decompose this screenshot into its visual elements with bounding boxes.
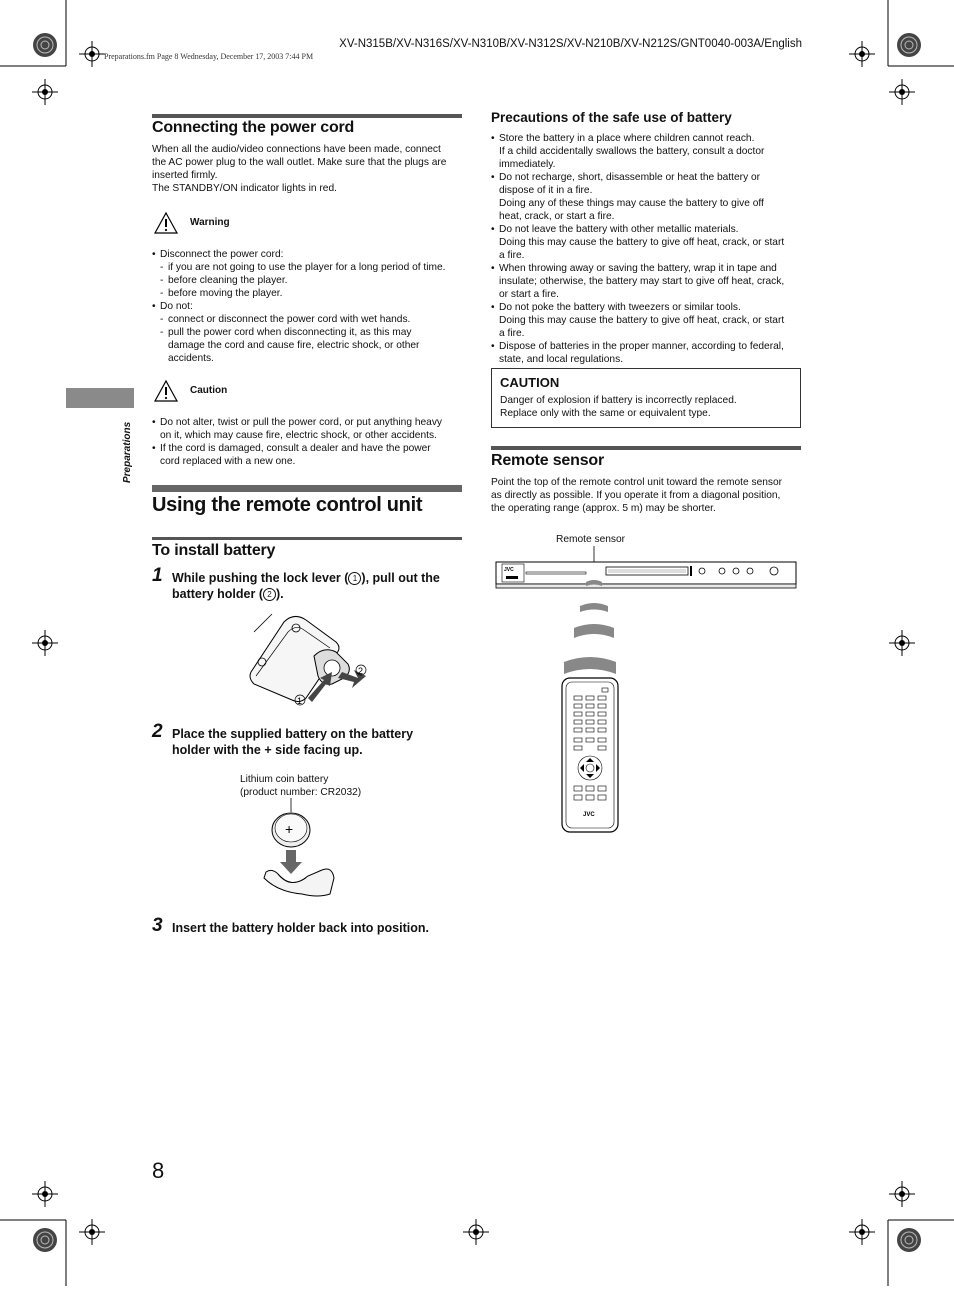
caution-line: Danger of explosion if battery is incorrectly replaced. [500, 395, 737, 406]
callout-marker: 2 [263, 588, 276, 601]
list-item: - pull the power cord when disconnecting it, as this may [152, 326, 472, 339]
battery-label-line: (product number: CR2032) [240, 787, 362, 798]
callout-1: 1 [297, 696, 303, 706]
intro-line: the AC power plug to the wall outlet. Make sure that the plugs are [152, 157, 447, 168]
step-text: Insert the battery holder back into position. [172, 921, 429, 935]
step-1-text [172, 570, 472, 602]
list-item: • If the cord is damaged, consult a dealer and have the power [152, 442, 472, 455]
list-item: or start a fire. [499, 289, 560, 300]
list-item: • Do not poke the battery with tweezers or similar tools. [491, 301, 811, 314]
list-item: dispose of it in a fire. [499, 185, 593, 196]
callout-marker: 1 [348, 572, 361, 585]
intro-line: inserted firmly. [152, 170, 218, 181]
step-text: battery holder ( [172, 587, 263, 601]
step-text: Place the supplied battery on the battery [172, 727, 414, 741]
list-item: a fire. [499, 328, 525, 339]
svg-text:+: + [285, 821, 294, 837]
list-item: - before moving the player. [152, 287, 472, 300]
step-3-text [172, 920, 472, 936]
caution-label: Caution [190, 385, 228, 396]
list-item: - if you are not going to use the player for a long period of time. [152, 261, 472, 274]
list-item: cord replaced with a new one. [160, 456, 296, 467]
power-cord-intro [152, 143, 472, 195]
list-item: a fire. [499, 250, 525, 261]
list-item: damage the cord and cause fire, electric shock, or other [168, 340, 420, 351]
caution-line: Replace only with the same or equivalent type. [500, 408, 711, 419]
model-header: XV-N315B/XV-N316S/XV-N310B/XV-N312S/XV-N210B/XV-N212S/GNT0040-003A/English [339, 38, 802, 50]
list-item: Doing any of these things may cause the battery to give off [499, 198, 764, 209]
warning-label: Warning [190, 217, 230, 228]
coin-battery-illustration [258, 798, 348, 902]
power-cord-title: Connecting the power cord [152, 119, 355, 136]
step-text: holder with the + side facing up. [172, 743, 363, 757]
player-brand: JVC [504, 567, 514, 573]
chapter-rule [152, 485, 462, 492]
battery-label-line: Lithium coin battery [240, 774, 329, 785]
caution-list [152, 416, 472, 468]
list-item: - before cleaning the player. [152, 274, 472, 287]
list-item: heat, crack, or start a fire. [499, 211, 615, 222]
caution-title: CAUTION [500, 375, 560, 390]
caution-triangle-icon [154, 380, 178, 402]
step-2-text [172, 726, 472, 758]
install-battery-title: To install battery [152, 542, 276, 559]
intro-line: When all the audio/video connections have been made, connect [152, 144, 441, 155]
precautions-list [491, 132, 811, 366]
list-item: • Dispose of batteries in the proper manner, according to federal, [491, 340, 811, 353]
remote-unit-title: Using the remote control unit [152, 494, 423, 516]
remote-brand: JVC [583, 812, 595, 818]
section-tab-label: Preparations [122, 421, 133, 483]
section-rule [491, 446, 801, 450]
sensor-label: Remote sensor [556, 534, 626, 545]
list-item: state, and local regulations. [499, 354, 624, 365]
remote-sensor-illustration [494, 546, 804, 836]
list-item: on it, which may cause fire, electric shock, or other accidents. [160, 430, 437, 441]
step-text: While pushing the lock lever ( [172, 571, 349, 585]
section-rule [152, 537, 462, 540]
list-item: If a child accidentally swallows the battery, consult a doctor [499, 146, 765, 157]
sensor-text-line: the operating range (approx. 5 m) may be shorter. [491, 503, 716, 514]
caution-box [491, 368, 801, 428]
step-number: 1 [152, 565, 163, 586]
callout-2: 2 [358, 666, 364, 676]
list-item: Doing this may cause the battery to give off heat, crack, or start [499, 315, 785, 326]
precautions-title: Precautions of the safe use of battery [491, 110, 732, 125]
list-item: • When throwing away or saving the battery, wrap it in tape and [491, 262, 811, 275]
remote-sensor-title: Remote sensor [491, 452, 604, 469]
print-info: Preparations.fm Page 8 Wednesday, December 17, 2003 7:44 PM [104, 52, 314, 61]
list-item: • Do not recharge, short, disassemble or heat the battery or [491, 171, 811, 184]
list-item: Doing this may cause the battery to give off heat, crack, or start [499, 237, 785, 248]
list-item: • Do not: [152, 300, 472, 313]
remote-sensor-text [491, 476, 811, 515]
sensor-text-line: as directly as possible. If you operate it from a diagonal position, [491, 490, 781, 501]
step-number: 3 [152, 915, 163, 936]
sensor-text-line: Point the top of the remote control unit toward the remote sensor [491, 477, 783, 488]
list-item: - connect or disconnect the power cord with wet hands. [152, 313, 472, 326]
list-item: • Do not leave the battery with other metallic materials. [491, 223, 811, 236]
list-item: • Do not alter, twist or pull the power cord, or put anything heavy [152, 416, 472, 429]
list-item: immediately. [499, 159, 556, 170]
list-item: insulate; otherwise, the battery may start to give off heat, crack, [499, 276, 785, 287]
section-rule [152, 114, 462, 118]
list-item: • Store the battery in a place where children cannot reach. [491, 132, 811, 145]
step-number: 2 [152, 721, 163, 742]
step-text: ), pull out the [361, 571, 440, 585]
page-number: 8 [152, 1158, 165, 1183]
battery-holder-illustration [248, 612, 378, 712]
section-tab [66, 388, 134, 408]
battery-label [240, 773, 361, 799]
step-text: ). [276, 587, 284, 601]
warning-triangle-icon [154, 212, 178, 234]
intro-line: The STANDBY/ON indicator lights in red. [152, 183, 337, 194]
list-item: • Disconnect the power cord: [152, 248, 472, 261]
warning-list [152, 248, 472, 365]
list-item: accidents. [168, 353, 214, 364]
